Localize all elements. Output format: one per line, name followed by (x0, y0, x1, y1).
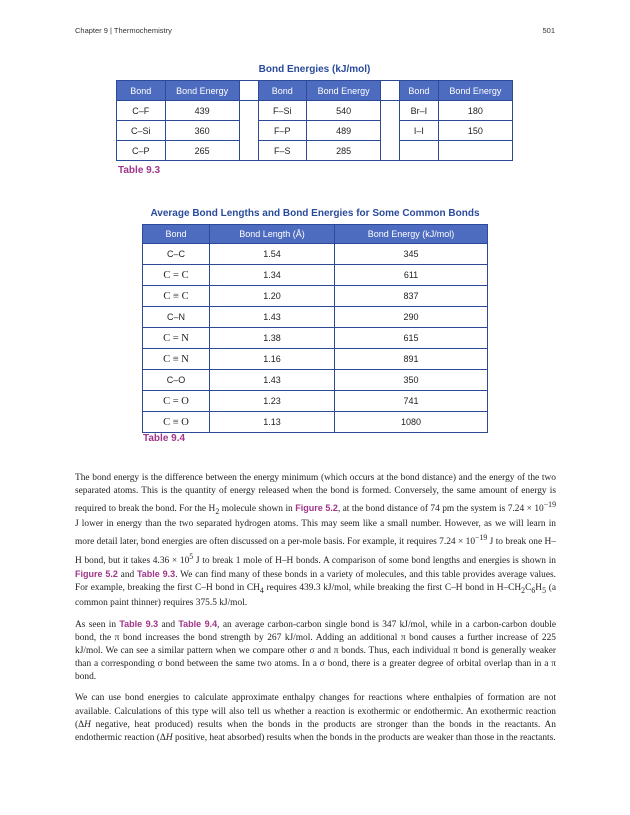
cell (438, 141, 512, 161)
table-9-4-label: Table 9.4 (143, 433, 186, 444)
cell-bond: C ≡ N (143, 349, 210, 370)
table-row (143, 307, 488, 328)
cell-energy: 345 (335, 244, 488, 265)
table-row (117, 101, 513, 121)
body-text (75, 472, 556, 745)
table-header-row (143, 225, 488, 244)
col-bond-energy: Bond Energy (kJ/mol) (335, 225, 488, 244)
cell-energy: 615 (335, 328, 488, 349)
cell-length: 1.34 (210, 265, 335, 286)
table-row (143, 412, 488, 433)
cell (400, 141, 439, 161)
cell-bond: C ≡ O (143, 412, 210, 433)
cell: C–Si (117, 121, 166, 141)
col-bond: Bond (117, 81, 166, 101)
chapter-title: Chapter 9 | Thermochemistry (75, 26, 172, 35)
cell-energy: 891 (335, 349, 488, 370)
paragraph-pi-bonds: As seen in Table 9.3 and Table 9.4, an average carbon-carbon single bond is 347 kJ/mol, while in a carbon-carbon double bond, the π bond increases the bond strength by 267 kJ/mol. Adding an additional π bond causes a further increase of 225 kJ/mol. We can see a similar pattern when we compare other σ and π bonds. Thus, each individual π bond is generally weaker than a corresponding σ bond between the same two atoms. In a σ bond, there is a greater degree of orbital overlap than in a π bond. (75, 618, 556, 683)
table-row (143, 349, 488, 370)
cell: 150 (438, 121, 512, 141)
cell: 489 (307, 121, 381, 141)
col-bond-energy: Bond Energy (307, 81, 381, 101)
cell: F–S (258, 141, 307, 161)
table-row (117, 121, 513, 141)
cell-length: 1.54 (210, 244, 335, 265)
cell: 265 (165, 141, 239, 161)
cell: 540 (307, 101, 381, 121)
cell: I–I (400, 121, 439, 141)
cell-bond: C–C (143, 244, 210, 265)
spacer (239, 81, 258, 101)
spacer (239, 101, 258, 161)
page-number: 501 (542, 26, 555, 35)
paragraph-enthalpy: We can use bond energies to calculate approximate enthalpy changes for reactions where enthalpies of formation are not available. Calculations of this type will also tell us whether a reaction is exothermic or endothermic. An exothermic reaction (ΔH negative, heat produced) results when the bonds in the products are stronger than the bonds in the reactants. An endothermic reaction (ΔH positive, heat absorbed) results when the bonds in the products are weaker than those in the reactants. (75, 693, 556, 743)
cell-bond: C–N (143, 307, 210, 328)
cell: 439 (165, 101, 239, 121)
cell: F–P (258, 121, 307, 141)
cell: Br–I (400, 101, 439, 121)
cell-bond: C = N (143, 328, 210, 349)
table-row (143, 244, 488, 265)
cell: C–F (117, 101, 166, 121)
table-9-3-label: Table 9.3 (118, 165, 161, 176)
col-bond-energy: Bond Energy (165, 81, 239, 101)
cell-bond: C = C (143, 265, 210, 286)
table-9-3-link[interactable]: Table 9.3 (119, 618, 159, 629)
paragraph-bond-energy: The bond energy is the difference between the energy minimum (which occurs at the bond distance) and the energy of the two separated atoms. This is the quantity of energy released when the bond is formed. Conversely, the same amount of energy is required to break the bond. For the $H_2$ molecule shown in Figure 5.2, at the bond distance of 74 pm the system is $7.24 \times 10^{-19}$ J lower in energy than the two separated hydrogen atoms. This may seem like a small number. However, as we will learn in more detail later, bond energies are often discussed on a per-mole basis. For example, it requires $7.24 \times 10^{-19}$ J to break one H–H bond, but it takes $4.36 \times 10^5$ J to break 1 mole of H–H bonds. A comparison of some bond lengths and energies is shown in Figure 5.2 and Table 9.3. We can find many of these bonds in a variety of molecules, and this table provides average values. For example, breaking the first C–H bond in $CH_4$ requires 439.3 kJ/mol, while breaking the first C–H bond in $H-CH_2C_6H_5$ (a common paint thinner) requires 375.5 kJ/mol. (75, 473, 556, 608)
figure-5-2-link[interactable]: Figure 5.2 (75, 568, 118, 579)
cell-length: 1.43 (210, 370, 335, 391)
table-row (143, 391, 488, 412)
cell-energy: 1080 (335, 412, 488, 433)
cell: C–P (117, 141, 166, 161)
col-bond: Bond (400, 81, 439, 101)
col-bond: Bond (258, 81, 307, 101)
cell: 285 (307, 141, 381, 161)
cell: 180 (438, 101, 512, 121)
cell: 360 (165, 121, 239, 141)
table-row (143, 328, 488, 349)
table-9-4 (142, 224, 488, 433)
cell-length: 1.43 (210, 307, 335, 328)
cell-bond: C = O (143, 391, 210, 412)
cell-length: 1.38 (210, 328, 335, 349)
table-9-3-caption: Bond Energies (kJ/mol) (258, 64, 371, 75)
cell-energy: 837 (335, 286, 488, 307)
table-9-3-link[interactable]: Table 9.3 (136, 568, 176, 579)
table-9-4-caption: Average Bond Lengths and Bond Energies for Some Common Bonds (150, 208, 480, 219)
table-row (143, 265, 488, 286)
cell: F–Si (258, 101, 307, 121)
cell-length: 1.23 (210, 391, 335, 412)
cell-bond: C–O (143, 370, 210, 391)
table-9-4-link[interactable]: Table 9.4 (178, 618, 218, 629)
col-bond-energy: Bond Energy (438, 81, 512, 101)
figure-5-2-link[interactable]: Figure 5.2 (295, 503, 338, 514)
cell-bond: C ≡ C (143, 286, 210, 307)
col-bond-length: Bond Length (Å) (210, 225, 335, 244)
col-bond: Bond (143, 225, 210, 244)
table-9-3 (116, 80, 513, 161)
table-header-row (117, 81, 513, 101)
cell-length: 1.20 (210, 286, 335, 307)
table-row (143, 370, 488, 391)
cell-energy: 350 (335, 370, 488, 391)
spacer (381, 101, 400, 161)
cell-energy: 741 (335, 391, 488, 412)
cell-energy: 611 (335, 265, 488, 286)
cell-energy: 290 (335, 307, 488, 328)
table-row (117, 141, 513, 161)
cell-length: 1.16 (210, 349, 335, 370)
spacer (381, 81, 400, 101)
cell-length: 1.13 (210, 412, 335, 433)
table-row (143, 286, 488, 307)
